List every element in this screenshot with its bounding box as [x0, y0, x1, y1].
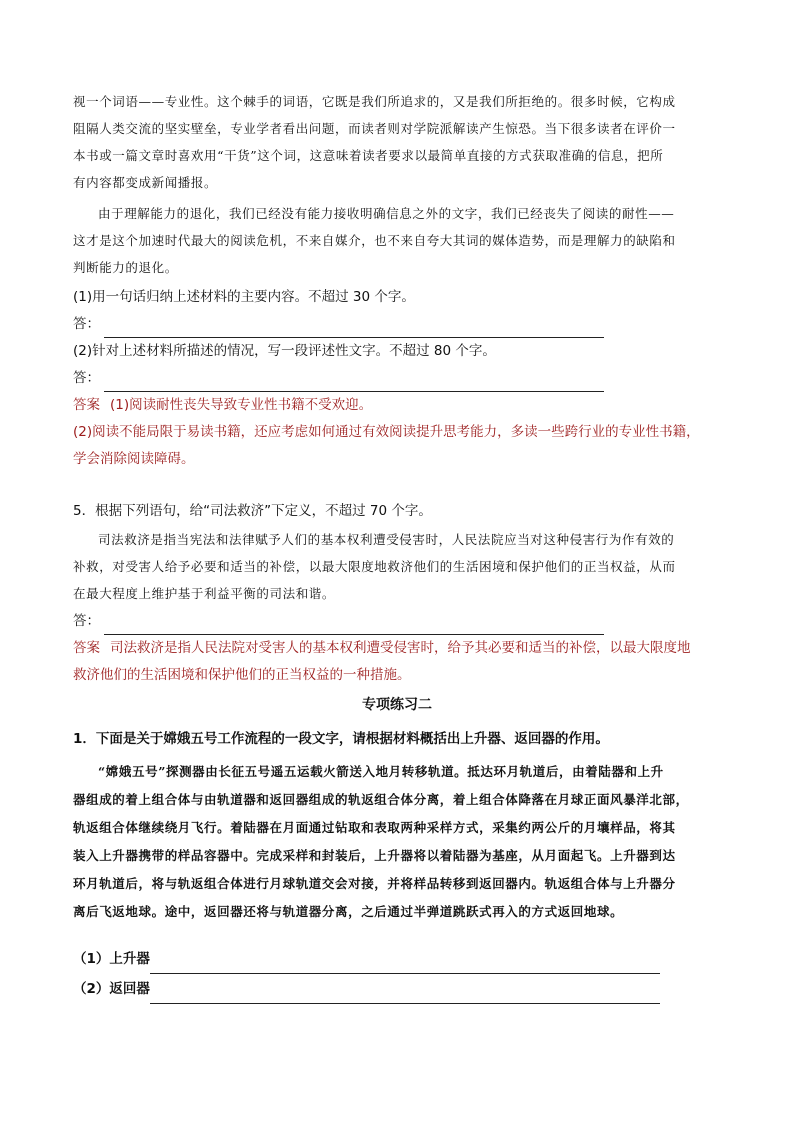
answer-blank[interactable]	[150, 957, 660, 974]
text-line: 由于理解能力的退化，我们已经没有能力接收明确信息之外的文字，我们已经丧失了阅读的耐性——	[98, 206, 675, 221]
answer-label: 答：	[73, 613, 100, 629]
question-5-answer	[73, 608, 721, 689]
text-line: 有内容都变成新闻播报。	[73, 175, 218, 190]
text-line: 器组成的着上组合体与由轨道器和返回器组成的轨返组合体分离，着上组合体降落在月球正面风暴洋北部，	[73, 792, 689, 807]
text-line: 环月轨道后，将与轨返组合体进行月球轨道交会对接，并将样品转移到返回器内。轨返组合体与上升器分	[73, 876, 676, 891]
answer-label: 答：	[73, 316, 100, 332]
sub-question-2: (2)针对上述材料所描述的情况，写一段评述性文字。不超过 80 个字。	[73, 343, 496, 359]
question-prompt: 5．根据下列语句，给“司法救济”下定义，不超过 70 个字。	[73, 503, 432, 519]
passage-paragraph-2	[73, 200, 721, 281]
answer-blank[interactable]	[104, 375, 604, 392]
section-2-question-1	[73, 726, 721, 753]
answer-blank[interactable]	[104, 618, 604, 635]
text-line: 在最大程度上维护基于利益平衡的司法和谐。	[73, 586, 336, 601]
answer-blank[interactable]	[150, 987, 660, 1004]
answer-text: 司法救济是指人民法院对受害人的基本权利遭受侵害时，给予其必要和适当的补偿，以最大限度地	[110, 640, 691, 656]
answer-text: (2)阅读不能局限于易读书籍，还应考虑如何通过有效阅读提升思考能力，多读一些跨行业的专业性书籍，	[73, 424, 700, 440]
text-line: 装入上升器携带的样品容器中。完成采样和封装后，上升器将以着陆器为基座，从月面起飞。上升器到达	[73, 848, 676, 863]
section-2-material	[73, 758, 721, 926]
section-title: 专项练习二	[362, 697, 432, 713]
answer-line-1	[73, 311, 721, 338]
answer-line-return-capsule	[73, 974, 721, 1004]
text-line: 补救，对受害人给予必要和适当的补偿，以最大限度地救济他们的生活困境和保护他们的正当权益，从而	[73, 559, 676, 574]
question-prompt: 1．下面是关于嫦娥五号工作流程的一段文字，请根据材料概括出上升器、返回器的作用。	[73, 731, 609, 747]
passage-paragraph-1	[73, 88, 721, 196]
text-line: 这才是这个加速时代最大的阅读危机，不来自媒介，也不来自夸大其词的媒体造势，而是理解力的缺陷和	[73, 233, 676, 248]
item-label: （1）上升器	[73, 951, 150, 967]
answer-key	[73, 392, 721, 473]
sub-question-1: (1)用一句话归纳上述材料的主要内容。不超过 30 个字。	[73, 289, 415, 305]
section-2-answers	[73, 944, 721, 1004]
text-line: 阻隔人类交流的坚实壁垒，专业学者看出问题，而读者则对学院派解读产生惊恐。当下很多读者在评价一	[73, 121, 676, 136]
text-line: 司法救济是指当宪法和法律赋予人们的基本权利遭受侵害时，人民法院应当对这种侵害行为作有效的	[98, 532, 675, 547]
answer-blank[interactable]	[104, 321, 604, 338]
answer-text: 救济他们的生活困境和保护他们的正当权益的一种措施。	[73, 667, 411, 683]
answer-tag: 答案	[73, 640, 100, 656]
answer-line	[73, 608, 721, 635]
text-line: 轨返组合体继续绕月飞行。着陆器在月面通过钻取和表取两种采样方式，采集约两公斤的月壤样品，将其	[73, 820, 676, 835]
answer-tag: 答案	[73, 397, 100, 413]
text-line: 判断能力的退化。	[73, 260, 178, 275]
text-line: “嫦娥五号”探测器由长征五号遥五运载火箭送入地月转移轨道。抵达环月轨道后，由着陆器和上升	[98, 764, 664, 779]
answer-line-2	[73, 365, 721, 392]
answer-text: 学会消除阅读障碍。	[73, 451, 195, 467]
answer-key	[73, 635, 721, 689]
answer-text: (1)阅读耐性丧失导致专业性书籍不受欢迎。	[110, 397, 373, 413]
question-5-material	[73, 526, 721, 607]
answer-line-ascender	[73, 944, 721, 974]
answer-label: 答：	[73, 370, 100, 386]
text-line: 视一个词语——专业性。这个棘手的词语，它既是我们所追求的，又是我们所拒绝的。很多时候，它构成	[73, 94, 676, 109]
text-line: 本书或一篇文章时喜欢用“干货”这个词，这意味着读者要求以最简单直接的方式获取准确的信息，把所	[73, 148, 664, 163]
item-label: （2）返回器	[73, 981, 150, 997]
question-4	[73, 284, 721, 473]
question-5	[73, 498, 721, 525]
text-line: 离后飞返地球。途中，返回器还将与轨道器分离，之后通过半弹道跳跃式再入的方式返回地球。	[73, 904, 624, 919]
